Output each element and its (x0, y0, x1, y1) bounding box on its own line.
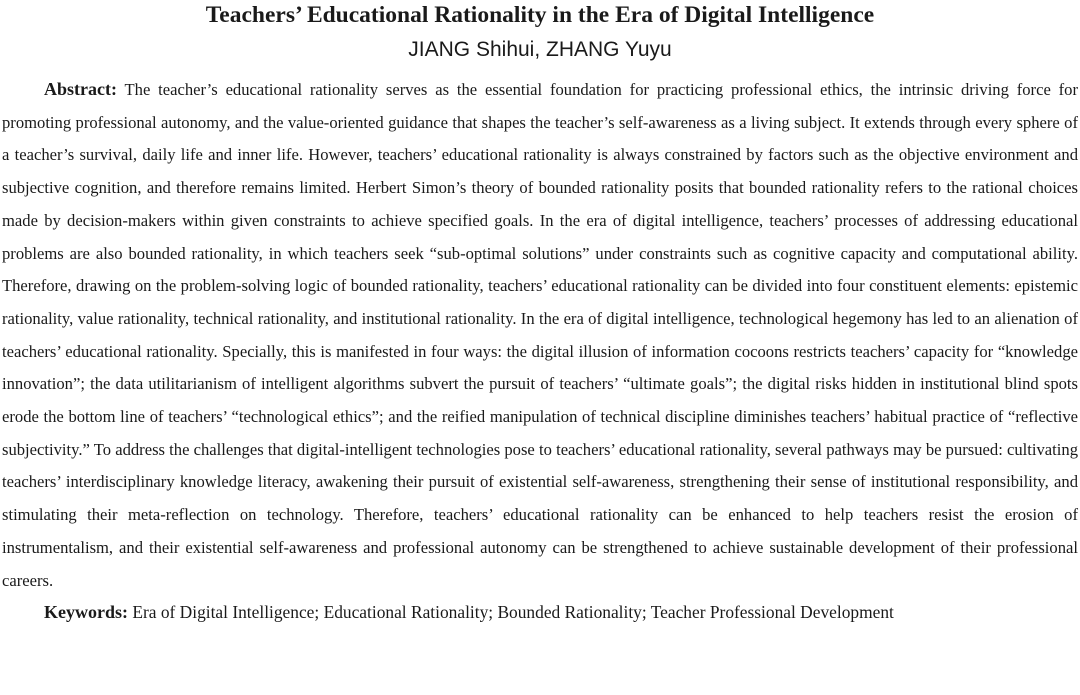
keywords-text: Era of Digital Intelligence; Educational Rationality; Bounded Rationality; Teacher Professional Development (132, 602, 894, 623)
abstract-text: The teacher’s educational rationality serves as the essential foundation for practicing professional ethics, the intrinsic driving force for promoting professional autonomy, and the value-oriented guidance that shapes the teacher’s self-awareness as a living subject. It extends through every sphere of a teacher’s survival, daily life and inner life. However, teachers’ educational rationality is always constrained by factors such as the objective environment and subjective cognition, and therefore remains limited. Herbert Simon’s theory of bounded rationality posits that bounded rationality refers to the rational choices made by decision-makers within given constraints to achieve specified goals. In the era of digital intelligence, teachers’ processes of addressing educational problems are also bounded rationality, in which teachers seek “sub-optimal solutions” under constraints such as cognitive capacity and computational ability. Therefore, drawing on the problem-solving logic of bounded rationality, teachers’ educational rationality can be divided into four constituent elements: epistemic rationality, value rationality, technical rationality, and institutional rationality. In the era of digital intelligence, technological hegemony has led to an alienation of teachers’ educational rationality. Specially, this is manifested in four ways: the digital illusion of information cocoons restricts teachers’ capacity for “knowledge innovation”; the data utilitarianism of intelligent algorithms subvert the pursuit of teachers’ “ultimate goals”; the digital risks hidden in institutional blind spots erode the bottom line of teachers’ “technological ethics”; and the reified manipulation of technical discipline diminishes teachers’ habitual practice of “reflective subjectivity.” To address the challenges that digital-intelligent technologies pose to teachers’ educational rationality, several pathways may be pursued: cultivating teachers’ interdisciplinary knowledge literacy, awakening their pursuit of existential self-awareness, strengthening their sense of institutional responsibility, and stimulating their meta-reflection on technology. Therefore, teachers’ educational rationality can be enhanced to help teachers resist the erosion of instrumentalism, and their existential self-awareness and professional autonomy can be strengthened to achieve sustainable development of their professional careers. (2, 80, 1078, 590)
keywords-line (2, 598, 1078, 626)
paper-title: Teachers’ Educational Rationality in the Era of Digital Intelligence (205, 2, 875, 28)
paper-page (2, 0, 1078, 626)
keywords-label: Keywords: (44, 602, 128, 623)
abstract-label: Abstract: (44, 79, 117, 99)
paper-authors: JIANG Shihui, ZHANG Yuyu (408, 38, 672, 61)
abstract-paragraph (2, 73, 1078, 597)
